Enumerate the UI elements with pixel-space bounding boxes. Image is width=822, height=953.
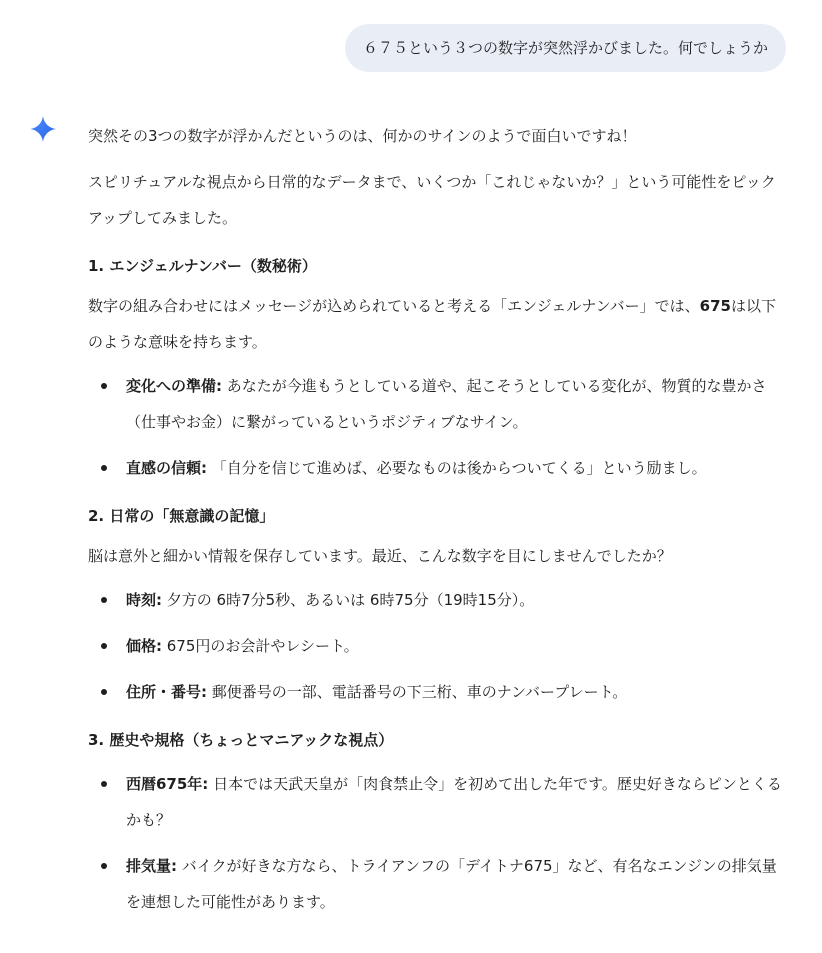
list-item: 住所・番号: 郵便番号の一部、電話番号の下三桁、車のナンバープレート。 — [88, 674, 788, 710]
bullet-icon — [101, 383, 107, 389]
gemini-sparkle-icon — [30, 116, 56, 142]
bullet-icon — [101, 863, 107, 869]
list-item: 西暦675年: 日本では天武天皇が「肉食禁止令」を初めて出した年です。歴史好きならピンとくるかも？ — [88, 766, 788, 838]
bullet-icon — [101, 643, 107, 649]
user-message-bubble — [345, 24, 786, 72]
section-list-history — [88, 766, 788, 920]
section-list-angel-number — [88, 368, 788, 486]
section-heading-memory: 2. 日常の「無意識の記憶」 — [88, 507, 275, 525]
bullet-icon — [101, 597, 107, 603]
section-body-angel-number: 数字の組み合わせにはメッセージが込められていると考える「エンジェルナンバー」では、675は以下のような意味を持ちます。 — [88, 297, 776, 351]
section-body-memory: 脳は意外と細かい情報を保存しています。最近、こんな数字を目にしませんでしたか？ — [88, 547, 672, 565]
list-item: 価格: 675円のお会計やレシート。 — [88, 628, 788, 664]
section-heading-angel-number: 1. エンジェルナンバー（数秘術） — [88, 257, 317, 275]
bullet-icon — [101, 781, 107, 787]
response-lead: スピリチュアルな視点から日常的なデータまで、いくつか「これじゃないか？」という可能性をピックアップしてみました。 — [88, 173, 776, 227]
section-list-memory — [88, 582, 788, 710]
list-item: 変化への準備: あなたが今進もうとしている道や、起こそうとしている変化が、物質的な豊かさ（仕事やお金）に繋がっているというポジティブなサイン。 — [88, 368, 788, 440]
section-heading-history: 3. 歴史や規格（ちょっとマニアックな視点） — [88, 731, 394, 749]
list-item: 直感の信頼: 「自分を信じて進めば、必要なものは後からついてくる」という励まし。 — [88, 450, 788, 486]
list-item: 排気量: バイクが好きな方なら、トライアンフの「デイトナ675」など、有名なエンジンの排気量を連想した可能性があります。 — [88, 848, 788, 920]
assistant-response — [88, 118, 788, 930]
bullet-icon — [101, 465, 107, 471]
list-item: 時刻: 夕方の 6時7分5秒、あるいは 6時75分（19時15分）。 — [88, 582, 788, 618]
user-message-text: ６７５という３つの数字が突然浮かびました。何でしょうか — [362, 39, 768, 57]
response-intro: 突然その3つの数字が浮かんだというのは、何かのサインのようで面白いですね！ — [88, 127, 637, 145]
bullet-icon — [101, 689, 107, 695]
